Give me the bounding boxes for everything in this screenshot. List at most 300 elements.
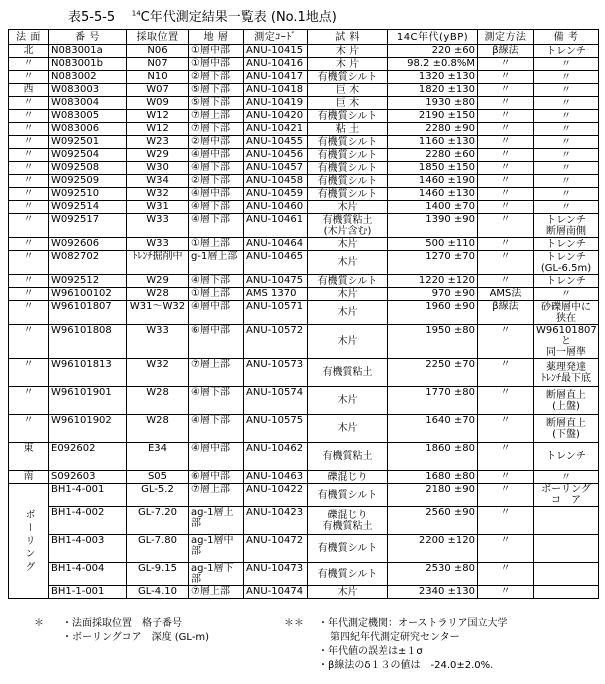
code-cell: ANU-10574	[244, 387, 308, 415]
age-cell: 2560 ±90	[388, 507, 478, 535]
position-cell: W33	[127, 238, 189, 251]
stratum-cell: ⑦層上部	[189, 110, 244, 123]
sample-number-cell: W083004	[49, 97, 127, 110]
code-cell: ANU-10415	[244, 45, 308, 58]
table-row	[9, 251, 599, 275]
position-cell: W29	[127, 149, 189, 162]
sample-number-cell: N083001b	[49, 58, 127, 71]
stratum-cell: ④層下部	[189, 214, 244, 238]
sample-cell: 木片	[308, 325, 388, 359]
method-cell: 〃	[478, 251, 534, 275]
position-cell: W30	[127, 162, 189, 175]
position-cell: W12	[127, 110, 189, 123]
position-cell: N06	[127, 45, 189, 58]
sample-cell: 木片	[308, 387, 388, 415]
footnote-right-mark: ＊＊	[284, 618, 304, 629]
remarks-cell: W96101807と 同一層準	[534, 325, 599, 359]
slope-cell: 南	[9, 471, 49, 484]
age-cell: 220 ±60	[388, 45, 478, 58]
method-cell: 〃	[478, 387, 534, 415]
method-cell: 〃	[478, 97, 534, 110]
code-cell: AMS 1370	[244, 288, 308, 301]
position-cell: W23	[127, 136, 189, 149]
stratum-cell: ④層中部	[189, 301, 244, 325]
header-cell: 番 号	[49, 30, 127, 45]
age-cell: 1160 ±130	[388, 136, 478, 149]
position-cell: GL-7.80	[127, 535, 189, 563]
table-row	[9, 162, 599, 175]
header-cell: 測定ｺｰﾄﾞ	[244, 30, 308, 45]
sample-cell: 木片	[308, 201, 388, 214]
sample-number-cell: W96101808	[49, 325, 127, 359]
code-cell: ANU-10463	[244, 471, 308, 484]
code-cell: ANU-10475	[244, 275, 308, 288]
sample-cell: 有機質粘土	[308, 359, 388, 387]
position-cell: N10	[127, 71, 189, 84]
sample-cell: 木片	[308, 415, 388, 443]
table-row	[9, 58, 599, 71]
slope-cell: 〃	[9, 123, 49, 136]
table-row	[9, 301, 599, 325]
sample-number-cell: W96100102	[49, 288, 127, 301]
slope-cell: 〃	[9, 275, 49, 288]
slope-cell: 〃	[9, 201, 49, 214]
stratum-cell: ag-1層下部	[189, 563, 244, 586]
position-cell: W32	[127, 188, 189, 201]
stratum-cell: ②層下部	[189, 175, 244, 188]
sample-cell: 木 片	[308, 45, 388, 58]
position-cell: W07	[127, 84, 189, 97]
method-cell: 〃	[478, 136, 534, 149]
position-cell: GL-5.2	[127, 484, 189, 507]
sample-number-cell: W082702	[49, 251, 127, 275]
position-cell: W33	[127, 214, 189, 238]
stratum-cell: ⑦層上部	[189, 586, 244, 599]
slope-cell: 〃	[9, 214, 49, 238]
code-cell: ANU-10572	[244, 325, 308, 359]
footnote-left-2: ・ボーリングコア 深度 (GL-m)	[62, 632, 210, 643]
title-text: C年代測定結果一覧表 (No.1地点)	[140, 10, 337, 25]
method-cell: 〃	[478, 325, 534, 359]
age-cell: 1460 ±130	[388, 188, 478, 201]
age-cell: 1930 ±80	[388, 97, 478, 110]
table-row	[9, 415, 599, 443]
stratum-cell: ⑤層下部	[189, 97, 244, 110]
remarks-cell: 〃	[534, 97, 599, 110]
code-cell: ANU-10462	[244, 443, 308, 471]
remarks-cell: 断層直上 (下盤)	[534, 415, 599, 443]
table-row	[9, 149, 599, 162]
slope-cell: 〃	[9, 251, 49, 275]
slope-cell: 〃	[9, 71, 49, 84]
code-cell: ANU-10417	[244, 71, 308, 84]
table-row	[9, 443, 599, 471]
age-cell: 1950 ±80	[388, 325, 478, 359]
remarks-cell: 断層直上 (上盤)	[534, 387, 599, 415]
sample-cell: 有機質シルト	[308, 188, 388, 201]
table-row	[9, 325, 599, 359]
method-cell: 〃	[478, 214, 534, 238]
age-cell: 2190 ±150	[388, 110, 478, 123]
sample-number-cell: W092504	[49, 149, 127, 162]
remarks-cell: 薬理発達 ﾄﾚﾝﾁ最下底	[534, 359, 599, 387]
sample-cell: 有機質シルト	[308, 149, 388, 162]
code-cell: ANU-10422	[244, 484, 308, 507]
slope-cell: 北	[9, 45, 49, 58]
remarks-cell: ボーリング コ ア	[534, 484, 599, 507]
sample-cell: 有機質シルト	[308, 275, 388, 288]
sample-cell: 粘 土	[308, 123, 388, 136]
remarks-cell: トレンチ	[534, 45, 599, 58]
position-cell: GL-9.15	[127, 563, 189, 586]
code-cell: ANU-10571	[244, 301, 308, 325]
code-cell: ANU-10421	[244, 123, 308, 136]
table-row	[9, 535, 599, 563]
sample-number-cell: W092606	[49, 238, 127, 251]
remarks-cell: 〃	[534, 84, 599, 97]
position-cell: W31	[127, 201, 189, 214]
position-cell: W34	[127, 175, 189, 188]
sample-cell: 木片	[308, 251, 388, 275]
header-cell: 試 料	[308, 30, 388, 45]
sample-cell: 有機質シルト	[308, 535, 388, 563]
stratum-cell: ④層中部	[189, 149, 244, 162]
sample-number-cell: BH1-4-001	[49, 484, 127, 507]
slope-cell: 〃	[9, 288, 49, 301]
code-cell: ANU-10473	[244, 563, 308, 586]
code-cell: ANU-10420	[244, 110, 308, 123]
code-cell: ANU-10461	[244, 214, 308, 238]
age-cell: 2180 ±90	[388, 484, 478, 507]
sample-number-cell: W092514	[49, 201, 127, 214]
sample-number-cell: N083001a	[49, 45, 127, 58]
slope-cell: 〃	[9, 359, 49, 387]
sample-number-cell: W96101902	[49, 415, 127, 443]
sample-cell: 巨 木	[308, 97, 388, 110]
table-row	[9, 136, 599, 149]
age-cell: 1270 ±70	[388, 251, 478, 275]
remarks-cell: 〃	[534, 110, 599, 123]
age-cell: 1820 ±130	[388, 84, 478, 97]
sample-number-cell: S092603	[49, 471, 127, 484]
sample-cell: 木片	[308, 238, 388, 251]
method-cell: AMS法	[478, 288, 534, 301]
method-cell: 〃	[478, 188, 534, 201]
slope-cell: 東	[9, 443, 49, 471]
footnote-right-2: 第四紀年代測定研究センター	[330, 632, 460, 643]
stratum-cell: ②層下部	[189, 71, 244, 84]
method-cell: 〃	[478, 201, 534, 214]
stratum-cell: ④層下部	[189, 415, 244, 443]
sample-cell: 有機質シルト	[308, 136, 388, 149]
sample-number-cell: BH1-4-002	[49, 507, 127, 535]
remarks-cell	[534, 535, 599, 563]
age-cell: 1680 ±80	[388, 471, 478, 484]
age-cell: 500 ±110	[388, 238, 478, 251]
age-cell: 1460 ±190	[388, 175, 478, 188]
slope-cell: 〃	[9, 238, 49, 251]
age-cell: 98.2 ±0.8%M	[388, 58, 478, 71]
method-cell: 〃	[478, 484, 534, 507]
stratum-cell: ④層中部	[189, 188, 244, 201]
position-cell: W31～W32	[127, 301, 189, 325]
code-cell: ANU-10455	[244, 136, 308, 149]
footnote-right-3: ・年代値の誤差は±１σ	[318, 646, 423, 657]
table-row	[9, 471, 599, 484]
stratum-cell: g-1層上部	[189, 251, 244, 275]
slope-cell: 〃	[9, 387, 49, 415]
stratum-cell: ⑦層上部	[189, 484, 244, 507]
sample-number-cell: W092501	[49, 136, 127, 149]
remarks-cell: トレンチ 断層南側	[534, 214, 599, 238]
age-cell: 2250 ±70	[388, 359, 478, 387]
stratum-cell: ④層中部	[189, 443, 244, 471]
method-cell: 〃	[478, 563, 534, 586]
position-cell: GL-4.10	[127, 586, 189, 599]
stratum-cell: ④層下部	[189, 201, 244, 214]
table-body	[9, 45, 599, 599]
footnote-right-1: ・年代測定機関：オーストラリア国立大学	[318, 618, 508, 629]
table-row	[9, 484, 599, 507]
code-cell: ANU-10465	[244, 251, 308, 275]
slope-cell: 〃	[9, 415, 49, 443]
method-cell: 〃	[478, 162, 534, 175]
code-cell: ANU-10464	[244, 238, 308, 251]
code-cell: ANU-10458	[244, 175, 308, 188]
stratum-cell: ①層上部	[189, 238, 244, 251]
age-cell: 970 ±90	[388, 288, 478, 301]
sample-number-cell: E092602	[49, 443, 127, 471]
sample-cell: 有機質シルト	[308, 110, 388, 123]
sample-number-cell: BH1-1-001	[49, 586, 127, 599]
stratum-cell: ①層中部	[189, 58, 244, 71]
code-cell: ANU-10457	[244, 162, 308, 175]
table-row	[9, 188, 599, 201]
table-row	[9, 110, 599, 123]
footnote-left-1: ・法面採取位置 格子番号	[62, 618, 182, 629]
remarks-cell: 〃	[534, 71, 599, 84]
code-cell: ANU-10416	[244, 58, 308, 71]
age-cell: 2280 ±90	[388, 123, 478, 136]
slope-cell: 〃	[9, 136, 49, 149]
stratum-cell: ①層中部	[189, 45, 244, 58]
table-row	[9, 84, 599, 97]
sample-cell: 有機質粘土	[308, 443, 388, 471]
age-cell: 1220 ±120	[388, 275, 478, 288]
code-cell: ANU-10573	[244, 359, 308, 387]
age-cell: 1850 ±150	[388, 162, 478, 175]
sample-cell: 礫混じり 有機質粘土	[308, 507, 388, 535]
remarks-cell: 〃	[534, 162, 599, 175]
footnote-left-mark: ＊	[34, 618, 44, 629]
stratum-cell: ②層中部	[189, 136, 244, 149]
age-cell: 1390 ±90	[388, 214, 478, 238]
sample-cell: 木 片	[308, 58, 388, 71]
sample-cell: 有機質シルト	[308, 563, 388, 586]
slope-cell: 〃	[9, 162, 49, 175]
sample-number-cell: BH1-4-004	[49, 563, 127, 586]
code-cell: ANU-10474	[244, 586, 308, 599]
remarks-cell: 〃	[534, 201, 599, 214]
stratum-cell: ⑥層中部	[189, 471, 244, 484]
age-cell: 1960 ±90	[388, 301, 478, 325]
position-cell: E34	[127, 443, 189, 471]
remarks-cell: トレンチ	[534, 275, 599, 288]
table-row	[9, 586, 599, 599]
position-cell: GL-7.20	[127, 507, 189, 535]
stratum-cell: ④層下部	[189, 275, 244, 288]
sample-number-cell: W083005	[49, 110, 127, 123]
slope-cell: 〃	[9, 149, 49, 162]
sample-number-cell: W96101813	[49, 359, 127, 387]
position-cell: W28	[127, 387, 189, 415]
code-cell: ANU-10575	[244, 415, 308, 443]
stratum-cell: ag-1層中部	[189, 535, 244, 563]
sample-cell: 礫混じり	[308, 471, 388, 484]
method-cell: 〃	[478, 359, 534, 387]
sample-number-cell: W96101807	[49, 301, 127, 325]
method-cell: 〃	[478, 110, 534, 123]
method-cell: 〃	[478, 471, 534, 484]
stratum-cell: ④層下部	[189, 387, 244, 415]
remarks-cell: トレンチ	[534, 238, 599, 251]
position-cell: S05	[127, 471, 189, 484]
header-cell: 備 考	[534, 30, 599, 45]
remarks-cell: 〃	[534, 288, 599, 301]
slope-cell: 〃	[9, 301, 49, 325]
age-cell: 2280 ±60	[388, 149, 478, 162]
remarks-cell: トレンチ (GL-6.5m)	[534, 251, 599, 275]
slope-cell: 〃	[9, 325, 49, 359]
position-cell: W29	[127, 275, 189, 288]
code-cell: ANU-10472	[244, 535, 308, 563]
remarks-cell: 〃	[534, 123, 599, 136]
code-cell: ANU-10418	[244, 84, 308, 97]
header-row	[9, 30, 599, 45]
table-row	[9, 45, 599, 58]
table-row	[9, 275, 599, 288]
position-cell: W32	[127, 359, 189, 387]
age-cell: 1860 ±80	[388, 443, 478, 471]
slope-cell: 〃	[9, 110, 49, 123]
stratum-cell: ⑥層中部	[189, 325, 244, 359]
remarks-cell: 〃	[534, 136, 599, 149]
slope-cell: 〃	[9, 188, 49, 201]
age-cell: 2200 ±120	[388, 535, 478, 563]
table-row	[9, 201, 599, 214]
position-cell: W12	[127, 123, 189, 136]
method-cell: 〃	[478, 415, 534, 443]
sample-cell: 有機質粘土 (木片含む)	[308, 214, 388, 238]
position-cell: W09	[127, 97, 189, 110]
sample-number-cell: W092509	[49, 175, 127, 188]
sample-cell: 木片	[308, 288, 388, 301]
method-cell: 〃	[478, 175, 534, 188]
table-row	[9, 359, 599, 387]
table-row	[9, 387, 599, 415]
remarks-cell: 〃	[534, 188, 599, 201]
slope-cell: ボーリング	[9, 484, 49, 599]
sample-cell: 巨 木	[308, 84, 388, 97]
position-cell: N07	[127, 58, 189, 71]
c14-results-table	[8, 29, 599, 599]
method-cell: 〃	[478, 507, 534, 535]
footnote-right-4: ・β線法のδ１３の値は -24.0±2.0%.	[318, 660, 494, 671]
table-row	[9, 123, 599, 136]
sample-number-cell: BH1-4-003	[49, 535, 127, 563]
sample-number-cell: W092517	[49, 214, 127, 238]
sample-number-cell: W092508	[49, 162, 127, 175]
sample-cell: 有機質シルト	[308, 71, 388, 84]
method-cell: 〃	[478, 58, 534, 71]
sample-number-cell: N083002	[49, 71, 127, 84]
method-cell: 〃	[478, 123, 534, 136]
stratum-cell: ①層上部	[189, 288, 244, 301]
code-cell: ANU-10459	[244, 188, 308, 201]
stratum-cell: ⑤層下部	[189, 84, 244, 97]
remarks-cell: 〃	[534, 149, 599, 162]
remarks-cell	[534, 586, 599, 599]
position-cell: W28	[127, 288, 189, 301]
table-row	[9, 214, 599, 238]
stratum-cell: ④層下部	[189, 162, 244, 175]
table-row	[9, 288, 599, 301]
remarks-cell: 砂礫層中に 狭在	[534, 301, 599, 325]
table-row	[9, 175, 599, 188]
position-cell: ﾄﾚﾝﾁ掘削中	[127, 251, 189, 275]
sample-number-cell: W083003	[49, 84, 127, 97]
table-row	[9, 97, 599, 110]
method-cell: 〃	[478, 84, 534, 97]
method-cell: β線法	[478, 45, 534, 58]
header-cell: 測定方法	[478, 30, 534, 45]
age-cell: 1640 ±70	[388, 415, 478, 443]
sample-number-cell: W092510	[49, 188, 127, 201]
sample-number-cell: W092512	[49, 275, 127, 288]
method-cell: 〃	[478, 71, 534, 84]
sample-cell: 木片	[308, 301, 388, 325]
sample-number-cell: W083006	[49, 123, 127, 136]
code-cell: ANU-10460	[244, 201, 308, 214]
header-cell: 法 面	[9, 30, 49, 45]
table-number: 表5-5-5	[68, 10, 116, 25]
remarks-cell: トレンチ	[534, 443, 599, 471]
age-cell: 1770 ±80	[388, 387, 478, 415]
method-cell: β線法	[478, 301, 534, 325]
code-cell: ANU-10419	[244, 97, 308, 110]
method-cell: 〃	[478, 149, 534, 162]
header-cell: 採取位置	[127, 30, 189, 45]
remarks-cell: 〃	[534, 175, 599, 188]
remarks-cell: 〃	[534, 58, 599, 71]
slope-cell: 〃	[9, 175, 49, 188]
sample-number-cell: W96101901	[49, 387, 127, 415]
isotope-superscript: 14	[131, 9, 141, 18]
method-cell: 〃	[478, 238, 534, 251]
remarks-cell: 〃	[534, 471, 599, 484]
sample-cell: 有機質シルト	[308, 175, 388, 188]
method-cell: 〃	[478, 586, 534, 599]
method-cell: 〃	[478, 443, 534, 471]
sample-cell: 有機質シルト	[308, 162, 388, 175]
table-row	[9, 238, 599, 251]
header-cell: 地 層	[189, 30, 244, 45]
stratum-cell: ⑦層上部	[189, 359, 244, 387]
table-title	[68, 6, 337, 25]
age-cell: 1400 ±70	[388, 201, 478, 214]
slope-cell: 〃	[9, 58, 49, 71]
remarks-cell	[534, 507, 599, 535]
